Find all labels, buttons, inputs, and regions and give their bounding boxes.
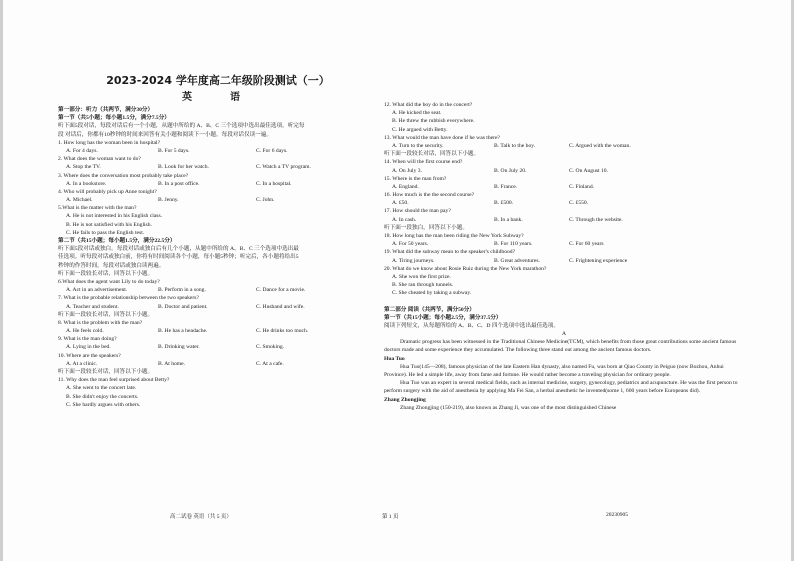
option-b: B. Talk to the boy. bbox=[494, 142, 536, 149]
q2-options bbox=[58, 163, 388, 171]
sec1-title: 第一节（共5小题；每小题1.5分，满分7.5分） bbox=[58, 115, 170, 122]
sec2-instruction: 听下面5段对话或独白。每段对话或独白后有几个小题，从题中所给的 A、B、C 三个选项中选出最 bbox=[58, 246, 299, 253]
option-b: B. Doctor and patient. bbox=[158, 303, 208, 310]
right-column bbox=[384, 101, 744, 412]
option-b: B. For 110 years. bbox=[494, 241, 533, 248]
listen-instruction: 听下面一段较长对话，回答以下小题。 bbox=[58, 369, 154, 375]
sec1-instruction: 段 对话后，你都有10秒钟的时间来回答有关小题和阅读下一小题。每段对话仅读一遍。 bbox=[58, 131, 272, 138]
passage-paragraph: Hua Tuo was an expert in several medical fields, such as internal medicine, surgery, gynecology, pediatrics and acupuncture. He was the first person to perform surgery with the aid of anesthesia by applying Ma Fei San, a herbal anesthetic he invented(some 1, 600 years before Europeans did). bbox=[384, 380, 738, 395]
option-b: B. Great adventures. bbox=[494, 257, 540, 264]
footer-exam-info: 高二试卷 英语（共 5 页） bbox=[170, 514, 232, 520]
option-c: C. For 6 days. bbox=[256, 147, 288, 154]
option-c: C. £550. bbox=[569, 200, 589, 207]
option-b: B. She ran through tunnels. bbox=[392, 282, 454, 289]
option-b: B. For 5 days. bbox=[158, 147, 190, 154]
option-a: A. Lying in the bed. bbox=[66, 344, 111, 351]
option-c: C. Through the website. bbox=[569, 216, 623, 223]
question-15: 15. Where is the man from? bbox=[384, 175, 447, 182]
part1-title: 第一部分：听力（共两节，满分30分） bbox=[58, 107, 154, 113]
option-b: B. He has a headache. bbox=[158, 328, 208, 335]
option-a: A. At a clinic. bbox=[66, 360, 98, 367]
q4-options bbox=[58, 196, 388, 204]
passage-letter: A bbox=[561, 331, 567, 338]
q13-options bbox=[384, 142, 744, 150]
question-18: 18. How long has the man been riding the New York Subway? bbox=[384, 233, 524, 239]
passage-heading: Zhang Zhongjing bbox=[384, 396, 426, 403]
q16-options bbox=[384, 199, 744, 207]
option-a: A. Act in an advertisement. bbox=[66, 287, 128, 294]
q1-options bbox=[58, 147, 388, 155]
option-c: C. Smoking. bbox=[256, 344, 285, 351]
exam-subject: 英 语 bbox=[182, 92, 254, 103]
option-a: A. For 50 years. bbox=[392, 241, 429, 248]
option-a: A. For 4 days. bbox=[66, 147, 98, 154]
option-b: B. He threw the rubbish everywhere. bbox=[392, 118, 475, 125]
option-b: B. In a bank. bbox=[494, 216, 523, 223]
reading-sec1-title: 第一节（共15小题；每小题2.5分，满分37.5分） bbox=[384, 314, 502, 321]
q7-options bbox=[58, 303, 388, 311]
question-6: 6.What does the agent want Lily to do today? bbox=[58, 278, 160, 285]
option-b: B. He is not satisfied with his English. bbox=[66, 221, 152, 228]
q15-options bbox=[384, 183, 744, 191]
sec2-title: 第二节（共15小题；每小题1.5分，满分22.5分） bbox=[58, 238, 176, 244]
option-c: C. On August 10. bbox=[569, 167, 609, 174]
option-c: C. Argued with the woman. bbox=[569, 142, 631, 149]
option-c: C. He fails to pass the English test. bbox=[66, 229, 145, 236]
q18-options bbox=[384, 240, 744, 248]
question-11: 11. Why does the man feel surprised about Betty? bbox=[58, 377, 170, 384]
q19-options bbox=[384, 257, 744, 265]
option-b: B. In a post office. bbox=[158, 180, 200, 187]
passage-paragraph: Zhang Zhongjing (150-219), also known as Zhang Ji, was one of the most distinguished Chinese bbox=[400, 404, 617, 411]
option-a: A. £50. bbox=[392, 200, 409, 207]
question-12: 12. What did the boy do in the concert? bbox=[384, 102, 473, 108]
left-column bbox=[58, 98, 388, 409]
passage-heading: Hua Tuo bbox=[384, 355, 405, 362]
sec2-instruction: 听下面一段较长对话，回答以下小题。 bbox=[58, 270, 154, 277]
question-16: 16. How much is the the second course? bbox=[384, 192, 475, 199]
reading-instruction: 阅读下列短文，从每题所给的 A、B、C、D 四个选项中选出最佳选项。 bbox=[384, 322, 559, 329]
question-7: 7. What is the probable relationship between the two speakers? bbox=[58, 295, 199, 302]
q14-options bbox=[384, 167, 744, 175]
listen-instruction: 听下面一段较长对话，回答以下小题。 bbox=[384, 151, 480, 158]
option-c: C. Frightening experience bbox=[569, 257, 628, 264]
option-a: A. Turn to the security. bbox=[392, 142, 444, 149]
option-b: B. She didn't enjoy the concerts. bbox=[66, 393, 139, 400]
option-a: A. In a bookstore. bbox=[66, 180, 107, 187]
passage-paragraph: Hua Tuo(145—208), famous physician of the late Eastern Han dynasty, also named Fu, was born at Qiao County in Peiguo (now Bozhou, Anhui Province). He led a simple life, away from fame and fortune. He would rather become a traveling physician for ordinary people. bbox=[384, 363, 724, 379]
option-a: A. On July 3. bbox=[392, 167, 422, 174]
option-c: C. Dance for a movie. bbox=[256, 287, 306, 294]
option-b: B. On July 20. bbox=[494, 167, 527, 174]
option-a: A. Teacher and student. bbox=[66, 303, 119, 310]
option-c: C. In a hospital. bbox=[256, 180, 292, 187]
option-c: C. Husband and wife. bbox=[256, 303, 305, 310]
option-b: B. Drinking water. bbox=[158, 344, 200, 351]
question-1: 1. How long has the woman been in hospital? bbox=[58, 139, 161, 146]
part2-title: 第二部分 阅读（共两节，满分50分） bbox=[384, 306, 475, 313]
footer-page-number: 第 1 页 bbox=[382, 514, 399, 520]
question-19: 19. What did the subway mean to the speaker's childhood? bbox=[384, 249, 516, 256]
q9-options bbox=[58, 343, 388, 351]
passage-paragraph: Dramatic progress has been witnessed in the Traditional Chinese Medicine(TCM), which benefits from those great contributions some ancient famous doctors made and some experience they accumulated. The following three stand out among the ancient famous doctors. bbox=[384, 339, 737, 354]
option-c: C. She cheated by taking a subway. bbox=[392, 290, 472, 297]
sec1-instruction: 听下面5段对话，每段对话后有一个小题，从题中所给的 A、B、C 三个选项中选出最佳选项。听完每 bbox=[58, 123, 305, 130]
option-a: A. He kicked the seat. bbox=[392, 110, 442, 117]
question-2: 2. What does the woman want to do? bbox=[58, 156, 141, 163]
q3-options bbox=[58, 180, 388, 188]
question-4: 4. Who will probably pick up Anne tonight? bbox=[58, 188, 157, 195]
option-a: A. He is not interested in his English class. bbox=[66, 213, 163, 220]
option-a: A. She went to the concert late. bbox=[66, 385, 137, 392]
question-14: 14. When will the first course end? bbox=[384, 159, 463, 166]
option-c: C. For 60 years bbox=[569, 241, 604, 248]
question-9: 9. What is the man doing? bbox=[58, 336, 117, 343]
option-a: A. In cash. bbox=[392, 216, 417, 223]
option-c: C. Finland. bbox=[569, 183, 595, 190]
option-b: B. £500. bbox=[494, 200, 514, 207]
option-b: B. France. bbox=[494, 183, 518, 190]
option-b: B. Look for her watch. bbox=[158, 164, 209, 171]
option-c: C. He drinks too much. bbox=[256, 328, 309, 335]
q17-options bbox=[384, 216, 744, 224]
option-b: B. Perform in a song. bbox=[158, 287, 206, 294]
footer-code: 20230905 bbox=[606, 512, 628, 518]
sec2-instruction: 佳选项。听每段对话或独白前，你将有时间阅读各个小题，每小题5秒钟；听完后，各小题将给出5 bbox=[58, 254, 299, 261]
q10-options bbox=[58, 360, 388, 368]
option-c: C. Watch a TV program. bbox=[256, 164, 311, 171]
option-a: A. He feels cold. bbox=[66, 328, 104, 335]
option-c: C. At a cafe. bbox=[256, 360, 284, 367]
q8-options bbox=[58, 327, 388, 335]
option-a: A. Michael. bbox=[66, 197, 93, 204]
option-a: A. Tiring journeys. bbox=[392, 257, 435, 264]
option-a: A. Stop the TV. bbox=[66, 164, 101, 171]
question-20: 20. What do we know about Rosie Ruiz during the New York marathon? bbox=[384, 265, 547, 272]
listen-instruction: 听下面一段独白，回答以下小题。 bbox=[384, 224, 468, 231]
option-a: A. England. bbox=[392, 183, 419, 190]
scan-edge-left bbox=[0, 0, 3, 561]
question-8: 8. What is the problem with the man? bbox=[58, 319, 143, 326]
option-a: A. She won the first prize. bbox=[392, 273, 451, 280]
question-5: 5.What is the matter with the man? bbox=[58, 205, 137, 212]
question-17: 17. How should the man pay? bbox=[384, 208, 451, 215]
option-c: C. He argued with Betty. bbox=[392, 126, 448, 133]
option-b: B. At home. bbox=[158, 360, 186, 367]
option-b: B. Jenny. bbox=[158, 197, 179, 204]
question-13: 13. What would the man have done if he was there? bbox=[384, 134, 500, 141]
option-c: C. John. bbox=[256, 197, 275, 204]
q6-options bbox=[58, 286, 388, 294]
option-c: C. She hardly argues with others. bbox=[66, 401, 141, 408]
question-3: 3. Where does the conversation most probably take place? bbox=[58, 172, 189, 179]
question-10: 10. Where are the speakers? bbox=[58, 352, 121, 359]
listen-instruction: 听下面一段较长对话，回答以下小题。 bbox=[58, 311, 154, 318]
exam-title: 2023-2024 学年度高二年级阶段测试（一） bbox=[106, 74, 330, 87]
sec2-instruction: 秒钟的作答时间。每段对话或独白读两遍。 bbox=[58, 262, 165, 269]
